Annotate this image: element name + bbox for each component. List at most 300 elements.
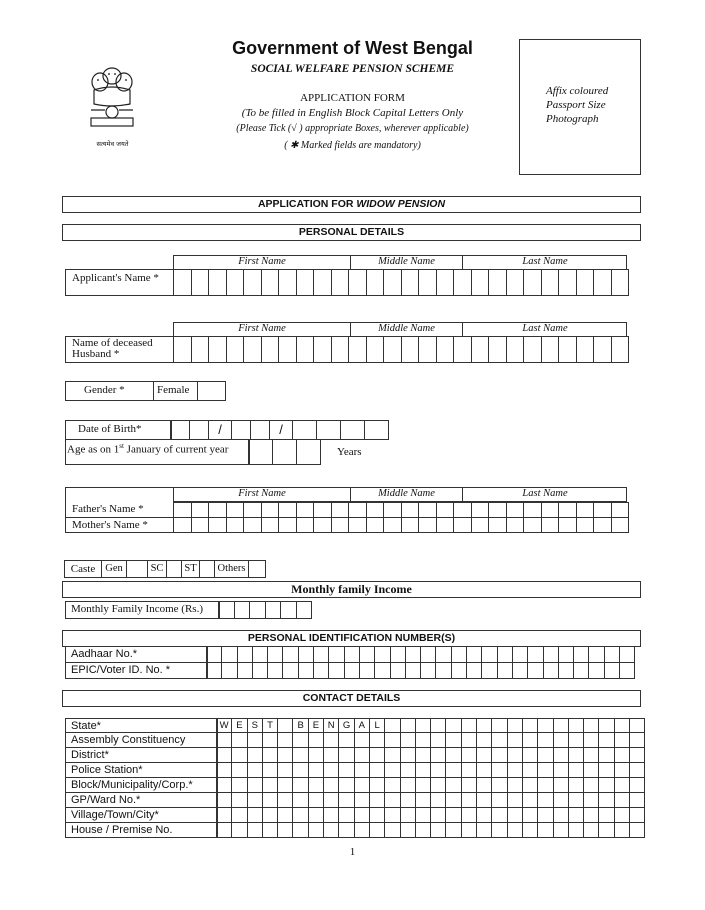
- input-cell[interactable]: [537, 732, 553, 748]
- input-cell[interactable]: [369, 792, 385, 808]
- input-cell[interactable]: [583, 762, 599, 778]
- input-cell[interactable]: [461, 777, 477, 793]
- input-cell[interactable]: [308, 732, 324, 748]
- input-cell[interactable]: [247, 762, 263, 778]
- input-cell[interactable]: [476, 747, 492, 763]
- input-cell[interactable]: [461, 732, 477, 748]
- input-cell[interactable]: [265, 601, 282, 619]
- input-cell[interactable]: [445, 807, 461, 823]
- input-cell[interactable]: [604, 662, 620, 679]
- input-cell[interactable]: [348, 269, 367, 296]
- input-cell[interactable]: [553, 718, 569, 733]
- input-cell[interactable]: [331, 336, 350, 363]
- input-cell[interactable]: [296, 601, 313, 619]
- input-cell[interactable]: [553, 807, 569, 823]
- input-cell[interactable]: [598, 718, 614, 733]
- input-cell[interactable]: [191, 269, 210, 296]
- input-cell[interactable]: [445, 792, 461, 808]
- input-cell[interactable]: [384, 732, 400, 748]
- input-cell[interactable]: [216, 807, 232, 823]
- state-letter-cell[interactable]: E: [308, 718, 324, 733]
- husband-name-cells[interactable]: [174, 336, 629, 363]
- input-cell[interactable]: [430, 792, 446, 808]
- input-cell[interactable]: [523, 517, 542, 533]
- input-cell[interactable]: [405, 646, 421, 663]
- input-cell[interactable]: [384, 792, 400, 808]
- applicant-name-cells[interactable]: [174, 269, 629, 296]
- input-cell[interactable]: [629, 718, 645, 733]
- input-cell[interactable]: [576, 336, 595, 363]
- input-cell[interactable]: [558, 662, 574, 679]
- input-cell[interactable]: [231, 747, 247, 763]
- input-cell[interactable]: [191, 502, 210, 518]
- input-cell[interactable]: [354, 792, 370, 808]
- input-cell[interactable]: [384, 762, 400, 778]
- age-cells[interactable]: [249, 439, 321, 465]
- caste-sc-tick[interactable]: [166, 560, 182, 578]
- input-cell[interactable]: [471, 502, 490, 518]
- input-cell[interactable]: [308, 777, 324, 793]
- input-cell[interactable]: [354, 732, 370, 748]
- input-cell[interactable]: [558, 502, 577, 518]
- input-cell[interactable]: [420, 646, 436, 663]
- input-cell[interactable]: [598, 792, 614, 808]
- input-cell[interactable]: [400, 732, 416, 748]
- input-cell[interactable]: [583, 747, 599, 763]
- input-cell[interactable]: [619, 662, 635, 679]
- input-cell[interactable]: [445, 718, 461, 733]
- input-cell[interactable]: [491, 732, 507, 748]
- input-cell[interactable]: [282, 646, 298, 663]
- input-cell[interactable]: [323, 777, 339, 793]
- input-cell[interactable]: [313, 662, 329, 679]
- input-cell[interactable]: [488, 502, 507, 518]
- father-name-cells[interactable]: [174, 502, 629, 518]
- input-cell[interactable]: [400, 762, 416, 778]
- input-cell[interactable]: [359, 646, 375, 663]
- input-cell[interactable]: [512, 646, 528, 663]
- input-cell[interactable]: [344, 662, 360, 679]
- input-cell[interactable]: [262, 807, 278, 823]
- input-cell[interactable]: [415, 777, 431, 793]
- input-cell[interactable]: [523, 502, 542, 518]
- input-cell[interactable]: [216, 777, 232, 793]
- income-cells[interactable]: [219, 601, 312, 619]
- input-cell[interactable]: [292, 747, 308, 763]
- input-cell[interactable]: [430, 807, 446, 823]
- input-cell[interactable]: [208, 517, 227, 533]
- input-cell[interactable]: [611, 269, 630, 296]
- input-cell[interactable]: [488, 269, 507, 296]
- state-letter-cell[interactable]: T: [262, 718, 278, 733]
- input-cell[interactable]: [369, 732, 385, 748]
- contact-row-cells[interactable]: [217, 822, 645, 838]
- input-cell[interactable]: [436, 336, 455, 363]
- input-cell[interactable]: [430, 732, 446, 748]
- input-cell[interactable]: [338, 732, 354, 748]
- state-letter-cell[interactable]: B: [292, 718, 308, 733]
- input-cell[interactable]: [506, 269, 525, 296]
- input-cell[interactable]: [491, 822, 507, 838]
- input-cell[interactable]: [568, 807, 584, 823]
- input-cell[interactable]: [476, 718, 492, 733]
- input-cell[interactable]: [445, 777, 461, 793]
- input-cell[interactable]: [206, 662, 222, 679]
- input-cell[interactable]: [298, 646, 314, 663]
- input-cell[interactable]: [537, 777, 553, 793]
- contact-row-cells[interactable]: [217, 762, 645, 778]
- input-cell[interactable]: [558, 269, 577, 296]
- input-cell[interactable]: [461, 807, 477, 823]
- input-cell[interactable]: [558, 336, 577, 363]
- input-cell[interactable]: [277, 822, 293, 838]
- mother-name-cells[interactable]: [174, 517, 629, 533]
- input-cell[interactable]: [415, 822, 431, 838]
- input-cell[interactable]: [173, 269, 192, 296]
- caste-st-tick[interactable]: [199, 560, 215, 578]
- input-cell[interactable]: [568, 747, 584, 763]
- input-cell[interactable]: [323, 822, 339, 838]
- input-cell[interactable]: [252, 646, 268, 663]
- input-cell[interactable]: [323, 792, 339, 808]
- input-cell[interactable]: [522, 777, 538, 793]
- state-letter-cell[interactable]: N: [323, 718, 339, 733]
- input-cell[interactable]: [374, 646, 390, 663]
- input-cell[interactable]: [247, 747, 263, 763]
- input-cell[interactable]: [247, 732, 263, 748]
- input-cell[interactable]: [191, 336, 210, 363]
- input-cell[interactable]: [445, 747, 461, 763]
- input-cell[interactable]: [614, 747, 630, 763]
- input-cell[interactable]: [405, 662, 421, 679]
- input-cell[interactable]: [445, 762, 461, 778]
- input-cell[interactable]: [471, 517, 490, 533]
- input-cell[interactable]: [292, 807, 308, 823]
- input-cell[interactable]: [491, 718, 507, 733]
- input-cell[interactable]: [401, 336, 420, 363]
- input-cell[interactable]: [614, 732, 630, 748]
- input-cell[interactable]: [476, 807, 492, 823]
- input-cell[interactable]: [522, 822, 538, 838]
- input-cell[interactable]: [527, 662, 543, 679]
- input-cell[interactable]: [466, 662, 482, 679]
- input-cell[interactable]: [507, 807, 523, 823]
- input-cell[interactable]: [390, 662, 406, 679]
- input-cell[interactable]: [277, 762, 293, 778]
- input-cell[interactable]: [344, 646, 360, 663]
- input-cell[interactable]: [488, 336, 507, 363]
- input-cell[interactable]: [507, 792, 523, 808]
- input-cell[interactable]: [323, 807, 339, 823]
- input-cell[interactable]: [537, 822, 553, 838]
- input-cell[interactable]: [308, 762, 324, 778]
- input-cell[interactable]: [418, 336, 437, 363]
- input-cell[interactable]: [541, 502, 560, 518]
- input-cell[interactable]: [598, 732, 614, 748]
- input-cell[interactable]: [390, 646, 406, 663]
- input-cell[interactable]: [453, 502, 472, 518]
- input-cell[interactable]: [308, 747, 324, 763]
- input-cell[interactable]: [506, 517, 525, 533]
- input-cell[interactable]: [262, 732, 278, 748]
- input-cell[interactable]: [338, 747, 354, 763]
- input-cell[interactable]: [430, 718, 446, 733]
- input-cell[interactable]: [430, 762, 446, 778]
- input-cell[interactable]: [277, 732, 293, 748]
- input-cell[interactable]: [383, 336, 402, 363]
- input-cell[interactable]: [366, 517, 385, 533]
- input-cell[interactable]: [323, 762, 339, 778]
- input-cell[interactable]: [598, 747, 614, 763]
- input-cell[interactable]: [445, 732, 461, 748]
- input-cell[interactable]: [629, 822, 645, 838]
- input-cell[interactable]: [507, 732, 523, 748]
- input-cell[interactable]: [583, 807, 599, 823]
- input-cell[interactable]: [568, 777, 584, 793]
- input-cell[interactable]: [461, 762, 477, 778]
- input-cell[interactable]: [237, 646, 253, 663]
- input-cell[interactable]: [313, 269, 332, 296]
- input-cell[interactable]: [354, 807, 370, 823]
- input-cell[interactable]: [331, 502, 350, 518]
- input-cell[interactable]: [576, 517, 595, 533]
- input-cell[interactable]: [418, 502, 437, 518]
- input-cell[interactable]: [583, 718, 599, 733]
- contact-row-cells[interactable]: [217, 718, 645, 733]
- input-cell[interactable]: [418, 269, 437, 296]
- input-cell[interactable]: [262, 762, 278, 778]
- input-cell[interactable]: [374, 662, 390, 679]
- input-cell[interactable]: [354, 777, 370, 793]
- input-cell[interactable]: [476, 792, 492, 808]
- input-cell[interactable]: [262, 747, 278, 763]
- input-cell[interactable]: [614, 792, 630, 808]
- input-cell[interactable]: [369, 777, 385, 793]
- input-cell[interactable]: [461, 718, 477, 733]
- input-cell[interactable]: [461, 747, 477, 763]
- input-cell[interactable]: [247, 822, 263, 838]
- input-cell[interactable]: [553, 732, 569, 748]
- input-cell[interactable]: [614, 718, 630, 733]
- input-cell[interactable]: [348, 502, 367, 518]
- input-cell[interactable]: [430, 747, 446, 763]
- input-cell[interactable]: [278, 269, 297, 296]
- input-cell[interactable]: [348, 336, 367, 363]
- input-cell[interactable]: [384, 777, 400, 793]
- input-cell[interactable]: [598, 762, 614, 778]
- input-cell[interactable]: [313, 517, 332, 533]
- input-cell[interactable]: [471, 336, 490, 363]
- input-cell[interactable]: [583, 777, 599, 793]
- input-cell[interactable]: [400, 822, 416, 838]
- input-cell[interactable]: [558, 646, 574, 663]
- contact-row-cells[interactable]: [217, 732, 645, 748]
- input-cell[interactable]: [629, 732, 645, 748]
- input-cell[interactable]: [216, 732, 232, 748]
- input-cell[interactable]: [384, 807, 400, 823]
- input-cell[interactable]: [453, 517, 472, 533]
- input-cell[interactable]: [328, 646, 344, 663]
- state-letter-cell[interactable]: G: [338, 718, 354, 733]
- input-cell[interactable]: [383, 269, 402, 296]
- input-cell[interactable]: [497, 662, 513, 679]
- input-cell[interactable]: [593, 269, 612, 296]
- input-cell[interactable]: [611, 517, 630, 533]
- input-cell[interactable]: [292, 792, 308, 808]
- input-cell[interactable]: [553, 777, 569, 793]
- input-cell[interactable]: [553, 822, 569, 838]
- input-cell[interactable]: [629, 792, 645, 808]
- input-cell[interactable]: [247, 777, 263, 793]
- input-cell[interactable]: [415, 718, 431, 733]
- input-cell[interactable]: [308, 792, 324, 808]
- input-cell[interactable]: [568, 792, 584, 808]
- input-cell[interactable]: [614, 777, 630, 793]
- input-cell[interactable]: [576, 269, 595, 296]
- input-cell[interactable]: [366, 269, 385, 296]
- input-cell[interactable]: [252, 662, 268, 679]
- input-cell[interactable]: [231, 807, 247, 823]
- input-cell[interactable]: [568, 732, 584, 748]
- input-cell[interactable]: [491, 762, 507, 778]
- input-cell[interactable]: [262, 792, 278, 808]
- input-cell[interactable]: [400, 777, 416, 793]
- contact-row-cells[interactable]: [217, 792, 645, 808]
- input-cell[interactable]: [598, 822, 614, 838]
- input-cell[interactable]: [418, 517, 437, 533]
- input-cell[interactable]: [226, 502, 245, 518]
- input-cell[interactable]: [543, 662, 559, 679]
- input-cell[interactable]: [277, 807, 293, 823]
- input-cell[interactable]: [218, 601, 235, 619]
- input-cell[interactable]: [453, 269, 472, 296]
- input-cell[interactable]: [401, 269, 420, 296]
- input-cell[interactable]: [507, 762, 523, 778]
- input-cell[interactable]: [231, 732, 247, 748]
- input-cell[interactable]: [491, 792, 507, 808]
- input-cell[interactable]: [451, 646, 467, 663]
- input-cell[interactable]: [522, 807, 538, 823]
- input-cell[interactable]: [558, 517, 577, 533]
- input-cell[interactable]: [243, 502, 262, 518]
- input-cell[interactable]: [593, 502, 612, 518]
- input-cell[interactable]: [401, 502, 420, 518]
- input-cell[interactable]: [243, 517, 262, 533]
- input-cell[interactable]: [430, 822, 446, 838]
- input-cell[interactable]: [598, 807, 614, 823]
- input-cell[interactable]: [296, 517, 315, 533]
- input-cell[interactable]: [522, 747, 538, 763]
- input-cell[interactable]: [338, 807, 354, 823]
- input-cell[interactable]: [278, 517, 297, 533]
- input-cell[interactable]: [512, 662, 528, 679]
- input-cell[interactable]: [331, 517, 350, 533]
- input-cell[interactable]: [568, 762, 584, 778]
- input-cell[interactable]: [173, 502, 192, 518]
- input-cell[interactable]: [461, 822, 477, 838]
- input-cell[interactable]: [354, 822, 370, 838]
- input-cell[interactable]: [296, 502, 315, 518]
- input-cell[interactable]: [451, 662, 467, 679]
- input-cell[interactable]: [369, 822, 385, 838]
- input-cell[interactable]: [292, 822, 308, 838]
- input-cell[interactable]: [366, 502, 385, 518]
- input-cell[interactable]: [338, 822, 354, 838]
- input-cell[interactable]: [619, 646, 635, 663]
- input-cell[interactable]: [280, 601, 297, 619]
- input-cell[interactable]: [308, 807, 324, 823]
- input-cell[interactable]: [384, 822, 400, 838]
- input-cell[interactable]: [313, 646, 329, 663]
- state-letter-cell[interactable]: [277, 718, 293, 733]
- input-cell[interactable]: [249, 601, 266, 619]
- input-cell[interactable]: [507, 747, 523, 763]
- input-cell[interactable]: [568, 718, 584, 733]
- input-cell[interactable]: [278, 336, 297, 363]
- input-cell[interactable]: [537, 807, 553, 823]
- input-cell[interactable]: [384, 718, 400, 733]
- input-cell[interactable]: [277, 792, 293, 808]
- input-cell[interactable]: [593, 336, 612, 363]
- input-cell[interactable]: [237, 662, 253, 679]
- input-cell[interactable]: [611, 336, 630, 363]
- input-cell[interactable]: [614, 807, 630, 823]
- input-cell[interactable]: [313, 502, 332, 518]
- input-cell[interactable]: [216, 747, 232, 763]
- input-cell[interactable]: [629, 807, 645, 823]
- input-cell[interactable]: [261, 502, 280, 518]
- input-cell[interactable]: [537, 792, 553, 808]
- input-cell[interactable]: [401, 517, 420, 533]
- input-cell[interactable]: [234, 601, 251, 619]
- input-cell[interactable]: [453, 336, 472, 363]
- input-cell[interactable]: [323, 747, 339, 763]
- input-cell[interactable]: [553, 747, 569, 763]
- input-cell[interactable]: [491, 807, 507, 823]
- input-cell[interactable]: [604, 646, 620, 663]
- input-cell[interactable]: [573, 662, 589, 679]
- input-cell[interactable]: [435, 646, 451, 663]
- input-cell[interactable]: [208, 269, 227, 296]
- input-cell[interactable]: [476, 777, 492, 793]
- input-cell[interactable]: [583, 792, 599, 808]
- input-cell[interactable]: [328, 662, 344, 679]
- input-cell[interactable]: [491, 777, 507, 793]
- input-cell[interactable]: [476, 822, 492, 838]
- input-cell[interactable]: [583, 822, 599, 838]
- input-cell[interactable]: [415, 792, 431, 808]
- state-letter-cell[interactable]: W: [216, 718, 232, 733]
- state-letter-cell[interactable]: L: [369, 718, 385, 733]
- input-cell[interactable]: [173, 336, 192, 363]
- input-cell[interactable]: [629, 747, 645, 763]
- input-cell[interactable]: [507, 718, 523, 733]
- contact-row-cells[interactable]: [217, 807, 645, 823]
- state-letter-cell[interactable]: S: [247, 718, 263, 733]
- input-cell[interactable]: [543, 646, 559, 663]
- input-cell[interactable]: [430, 777, 446, 793]
- input-cell[interactable]: [296, 269, 315, 296]
- input-cell[interactable]: [553, 792, 569, 808]
- input-cell[interactable]: [262, 822, 278, 838]
- input-cell[interactable]: [292, 732, 308, 748]
- input-cell[interactable]: [296, 336, 315, 363]
- input-cell[interactable]: [226, 269, 245, 296]
- input-cell[interactable]: [541, 269, 560, 296]
- input-cell[interactable]: [400, 747, 416, 763]
- input-cell[interactable]: [277, 747, 293, 763]
- input-cell[interactable]: [221, 662, 237, 679]
